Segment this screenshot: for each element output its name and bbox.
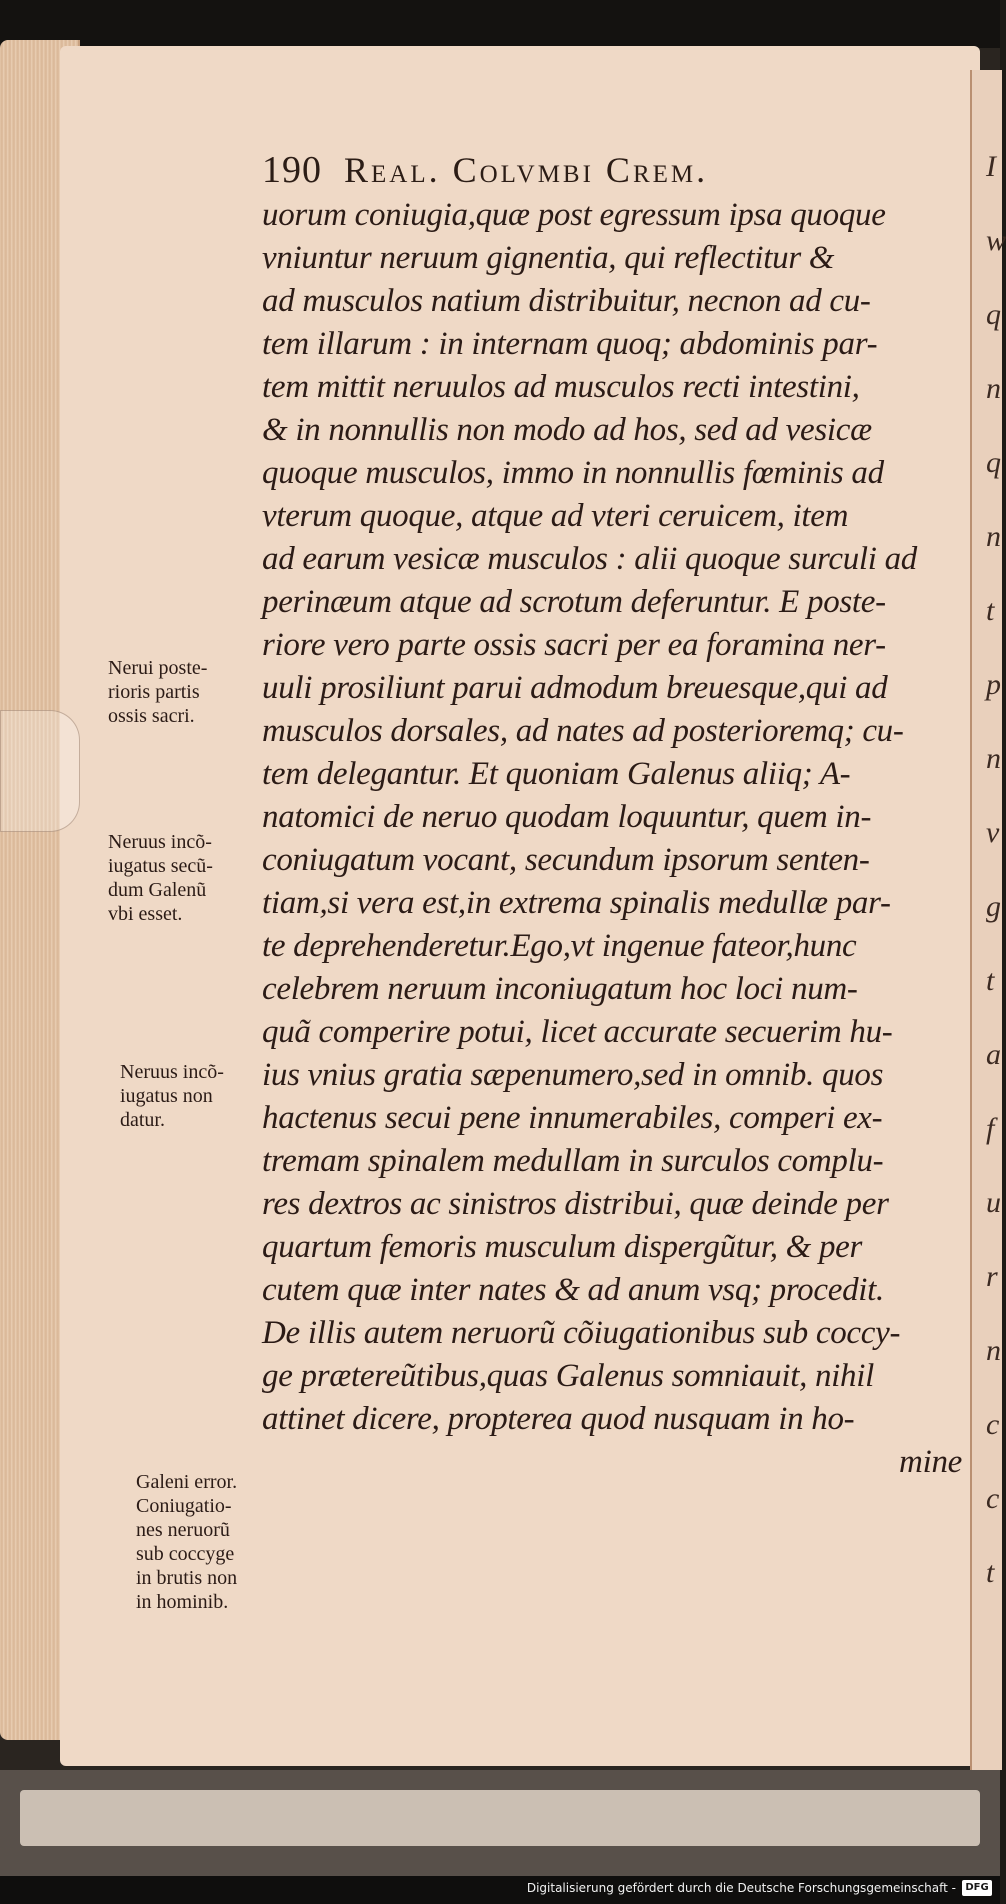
text-line: uorum coniugia,quæ post egressum ipsa quoque <box>262 197 886 233</box>
facing-page-letter: p <box>986 668 1001 701</box>
facing-page-letter: w <box>986 224 1006 257</box>
text-line: vniuntur neruum gignentia, qui reflectitur & <box>262 240 835 276</box>
text-line: ge prætereũtibus,quas Galenus somniauit, nihil <box>262 1358 874 1394</box>
text-line: cutem quæ inter nates & ad anum vsq; procedit. <box>262 1272 884 1308</box>
footer-credit: Digitalisierung gefördert durch die Deutsche Forschungsgemeinschaft - <box>526 1881 956 1895</box>
marginal-note-line: iugatus secũ- <box>108 855 213 877</box>
facing-page-letter: q <box>986 298 1001 331</box>
marginal-note-line: rioris partis <box>108 681 200 703</box>
text-line: musculos dorsales, ad nates ad posterioremq; cu- <box>262 713 904 749</box>
marginal-note-line: Coniugatio- <box>136 1495 232 1517</box>
text-line: res dextros ac sinistros distribui, quæ deinde per <box>262 1186 889 1222</box>
marginal-note <box>136 1470 286 1614</box>
facing-page-letter: f <box>986 1112 995 1145</box>
text-line: attinet dicere, propterea quod nusquam in ho- <box>262 1401 855 1437</box>
text-line: De illis autem neruorũ cõiugationibus sub coccy- <box>262 1315 901 1351</box>
facing-page-letter: c <box>986 1408 1000 1441</box>
text-line: ad musculos natium distribuitur, necnon ad cu- <box>262 283 871 319</box>
marginal-note-line: Nerui poste- <box>108 657 208 679</box>
facing-page-letter: n <box>986 742 1001 775</box>
facing-page-letter: t <box>986 1556 995 1589</box>
marginal-note-line: in hominib. <box>136 1591 229 1613</box>
text-line: & in nonnullis non modo ad hos, sed ad vesicæ <box>262 412 872 448</box>
facing-page-letter: c <box>986 1482 1000 1515</box>
facing-page-letter: u <box>986 1186 1001 1219</box>
facing-page-letter: r <box>986 1260 998 1293</box>
text-line: natomici de neruo quodam loquuntur, quem in- <box>262 799 872 835</box>
text-line: riore vero parte ossis sacri per ea foramina ner- <box>262 627 886 663</box>
page-number: 190 <box>262 149 322 191</box>
facing-page-letter: q <box>986 446 1001 479</box>
facing-page-letter: n <box>986 372 1001 405</box>
running-head: Real. Colvmbi Crem. <box>344 150 709 190</box>
text-line: tiam,si vera est,in extrema spinalis medullæ par- <box>262 885 891 921</box>
marginal-note-line: in brutis non <box>136 1567 238 1589</box>
facing-page-letter: n <box>986 1334 1001 1367</box>
text-line: quoque musculos, immo in nonnullis fœminis ad <box>262 455 884 491</box>
marginal-note-line: sub coccyge <box>136 1543 235 1565</box>
text-line: coniugatum vocant, secundum ipsorum senten- <box>262 842 870 878</box>
text-line: tem mittit neruulos ad musculos recti intestini, <box>262 369 860 405</box>
marginal-note <box>120 1060 270 1132</box>
facing-page-letter: I <box>986 150 996 183</box>
text-line: celebrem neruum inconiugatum hoc loci num- <box>262 971 858 1007</box>
page-header <box>262 148 708 192</box>
text-line: tem delegantur. Et quoniam Galenus aliiq; A- <box>262 756 851 792</box>
text-line: quã comperire potui, licet accurate secuerim hu- <box>262 1014 893 1050</box>
marginal-note-line: vbi esset. <box>108 903 183 925</box>
marginal-note-line: datur. <box>120 1109 165 1131</box>
text-line: tremam spinalem medullam in surculos complu- <box>262 1143 884 1179</box>
marginal-note <box>108 656 258 728</box>
text-line: te deprehenderetur.Ego,vt ingenue fateor,hunc <box>262 928 857 964</box>
marginal-note-line: iugatus non <box>120 1085 213 1107</box>
text-line: vterum quoque, atque ad vteri ceruicem, item <box>262 498 849 534</box>
facing-page-letter: n <box>986 520 1001 553</box>
marginal-note-line: dum Galenũ <box>108 879 207 901</box>
text-line: ad earum vesicæ musculos : alii quoque surculi ad <box>262 541 918 577</box>
text-line: uuli prosiliunt parui admodum breuesque,qui ad <box>262 670 888 706</box>
text-line: perinæum atque ad scrotum deferuntur. E poste- <box>262 584 886 620</box>
scan-top-edge <box>0 0 1000 48</box>
marginal-note-line: Neruus incõ- <box>108 831 212 853</box>
facing-page-letter: t <box>986 964 995 997</box>
facing-page-letter: a <box>986 1038 1001 1071</box>
text-line: ius vnius gratia sæpenumero,sed in omnib. quos <box>262 1057 884 1093</box>
facing-page-letter: g <box>986 890 1001 923</box>
facing-page-letter: t <box>986 594 995 627</box>
page-bottom-edge <box>20 1790 980 1846</box>
marginal-note-line: Galeni error. <box>136 1471 238 1493</box>
dfg-logo: DFG <box>962 1880 992 1896</box>
text-line: tem illarum : in internam quoq; abdominis par- <box>262 326 878 362</box>
marginal-note <box>108 830 258 926</box>
marginal-note-line: ossis sacri. <box>108 705 195 727</box>
marginal-note-line: Neruus incõ- <box>120 1061 224 1083</box>
text-line: hactenus secui pene innumerabiles, comperi ex- <box>262 1100 883 1136</box>
catchword: mine <box>899 1444 962 1480</box>
page-clip <box>0 710 80 832</box>
facing-page-letter: v <box>986 816 1000 849</box>
text-line: quartum femoris musculum dispergũtur, & per <box>262 1229 863 1265</box>
marginal-note-line: nes neruorũ <box>136 1519 230 1541</box>
body-text <box>262 194 962 1484</box>
